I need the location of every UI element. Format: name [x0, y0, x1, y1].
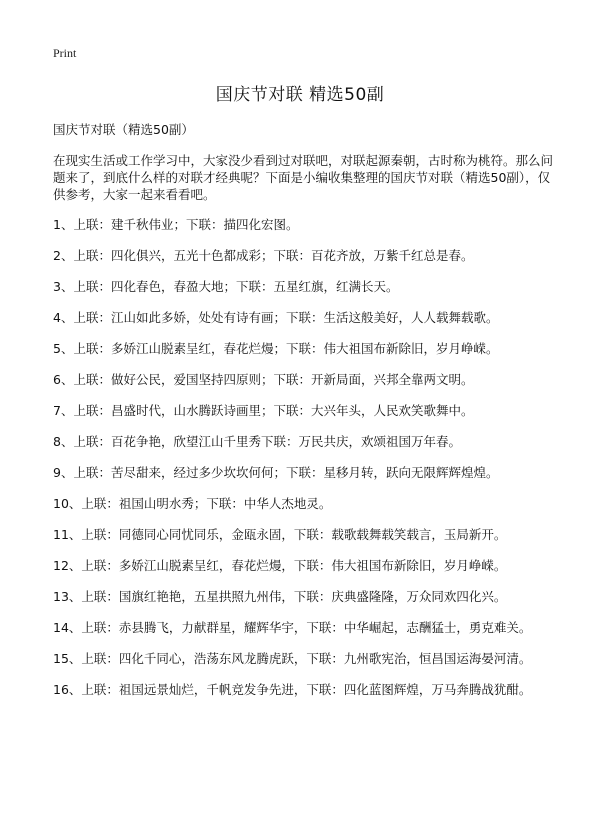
list-item: 12、上联：多娇江山脱素呈红，春花烂熳，下联：伟大祖国布新除旧，岁月峥嵘。	[53, 558, 507, 573]
intro-paragraph: 在现实生活或工作学习中，大家没少看到过对联吧，对联起源秦朝，古时称为桃符。那么问题来了，到底什么样的对联才经典呢？下面是小编收集整理的国庆节对联（精选50副），仅供参考，大家一起来看看吧。	[53, 153, 554, 202]
list-item: 4、上联：江山如此多娇，处处有诗有画；下联：生活这般美好，人人载舞载歌。	[53, 310, 499, 325]
list-item: 3、上联：四化春色，春盈大地；下联：五星红旗，红满长天。	[53, 279, 399, 294]
list-item: 8、上联：百花争艳，欣望江山千里秀下联：万民共庆，欢颂祖国万年春。	[53, 434, 461, 449]
list-item: 14、上联：赤县腾飞，力献群星，耀辉华宇，下联：中华崛起，志酬猛士，勇克难关。	[53, 620, 532, 635]
list-item: 2、上联：四化俱兴，五光十色都成彩；下联：百花齐放，万紫千红总是春。	[53, 248, 474, 263]
list-item: 16、上联：祖国远景灿烂，千帆竞发争先进，下联：四化蓝图辉煌，万马奔腾战犹酣。	[53, 682, 532, 697]
list-item: 9、上联：苦尽甜来，经过多少坎坎何何；下联：星移月转，跃向无限辉辉煌煌。	[53, 465, 499, 480]
document-subtitle: 国庆节对联（精选50副）	[53, 122, 194, 137]
list-item: 11、上联：同德同心同忧同乐，金瓯永固，下联：载歌载舞载笑载言，玉局新开。	[53, 527, 507, 542]
list-item: 10、上联：祖国山明水秀；下联：中华人杰地灵。	[53, 496, 332, 511]
list-item: 6、上联：做好公民，爱国坚持四原则；下联：开新局面，兴邦全靠两文明。	[53, 372, 474, 387]
list-item: 1、上联：建千秋伟业；下联：描四化宏图。	[53, 217, 299, 232]
list-item: 5、上联：多娇江山脱素呈红，春花烂熳；下联：伟大祖国布新除旧，岁月峥嵘。	[53, 341, 499, 356]
document-title: 国庆节对联 精选50副	[215, 85, 385, 105]
couplet-list	[53, 216, 558, 712]
print-link[interactable]: Print	[53, 46, 77, 60]
list-item: 7、上联：昌盛时代，山水腾跃诗画里；下联：大兴年头，人民欢笑歌舞中。	[53, 403, 474, 418]
list-item: 13、上联：国旗红艳艳，五星拱照九州伟，下联：庆典盛隆隆，万众同欢四化兴。	[53, 589, 507, 604]
list-item: 15、上联：四化千同心，浩荡东风龙腾虎跃，下联：九州歌宪治，恒昌国运海晏河清。	[53, 651, 532, 666]
